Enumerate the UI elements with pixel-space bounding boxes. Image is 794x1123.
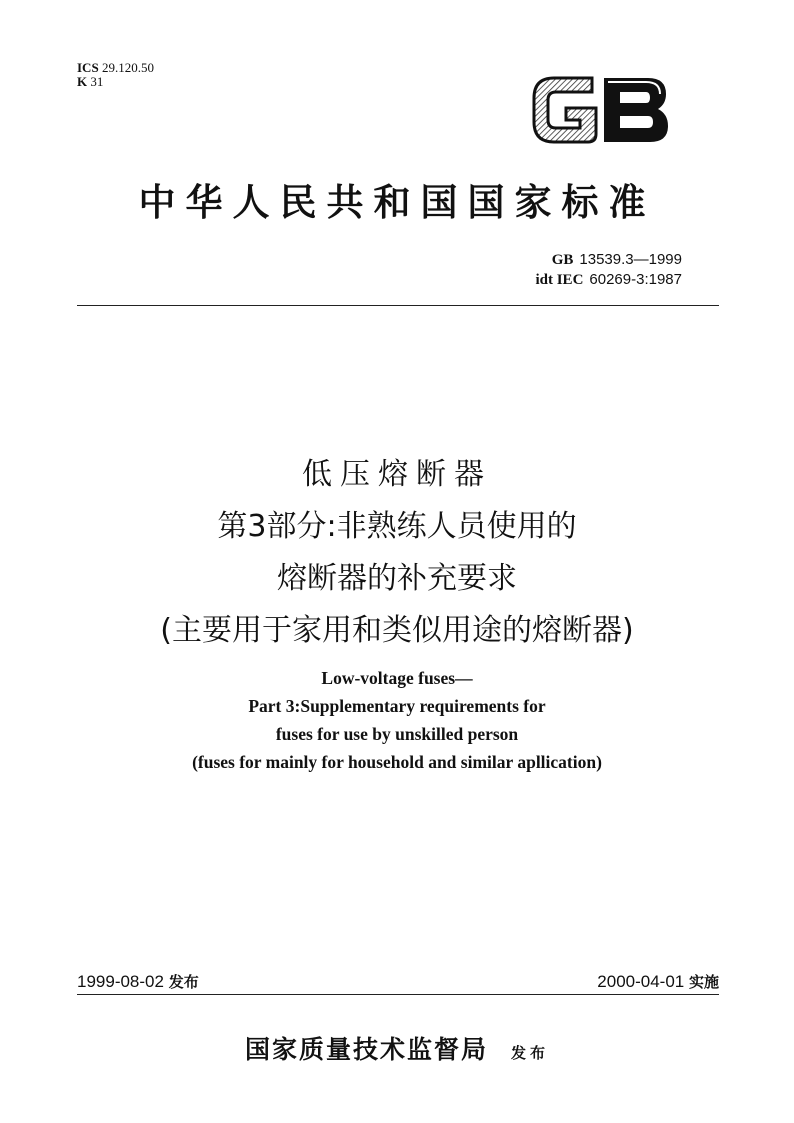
dates-row [77, 971, 719, 992]
effective-date: 2000-04-01 [597, 972, 685, 991]
en-title-line-2: Part 3:Supplementary requirements for [248, 696, 546, 716]
gb-prefix: GB [551, 252, 574, 268]
en-title-line-1: Low-voltage fuses— [321, 668, 473, 688]
standard-number [535, 250, 682, 290]
cn-title-line-3: 熔断器的补充要求 [277, 561, 517, 596]
ics-code: 29.120.50 [101, 60, 154, 75]
iec-number: 60269-3:1987 [589, 271, 682, 288]
k-line [77, 75, 154, 89]
publish-label: 发布 [511, 1044, 550, 1062]
gb-logo [528, 72, 672, 148]
issue-label: 发布 [168, 973, 199, 991]
iec-number-line [535, 270, 682, 290]
english-title [0, 664, 794, 776]
issuer [0, 1030, 794, 1066]
ics-line [77, 61, 154, 75]
k-label: K [77, 74, 88, 89]
effective-date-block [597, 971, 719, 992]
ics-label: ICS [77, 60, 99, 75]
gb-logo-icon [528, 72, 672, 148]
en-title-line-3: fuses for use by unskilled person [275, 724, 519, 744]
classification-codes [77, 61, 154, 89]
issue-date-block [77, 971, 199, 992]
header-divider [77, 305, 719, 306]
k-code: 31 [90, 74, 104, 89]
issuer-organization: 国家质量技术监督局 [244, 1035, 488, 1064]
cn-title-line-2: 第3部分:非熟练人员使用的 [217, 509, 577, 544]
en-title-line-4: (fuses for mainly for household and similar apllication) [192, 752, 602, 772]
footer-divider [77, 994, 719, 995]
idt-prefix: idt IEC [535, 272, 584, 288]
gb-number: 13539.3—1999 [579, 251, 682, 268]
cn-title-line-4: (主要用于家用和类似用途的熔断器) [160, 613, 634, 648]
effective-label: 实施 [688, 973, 719, 991]
gb-number-line [535, 250, 682, 270]
national-standard-heading: 中华人民共和国国家标准 [138, 180, 656, 224]
cn-title-line-1: 低压熔断器 [302, 457, 492, 492]
issue-date: 1999-08-02 [77, 972, 164, 991]
chinese-title [0, 449, 794, 657]
